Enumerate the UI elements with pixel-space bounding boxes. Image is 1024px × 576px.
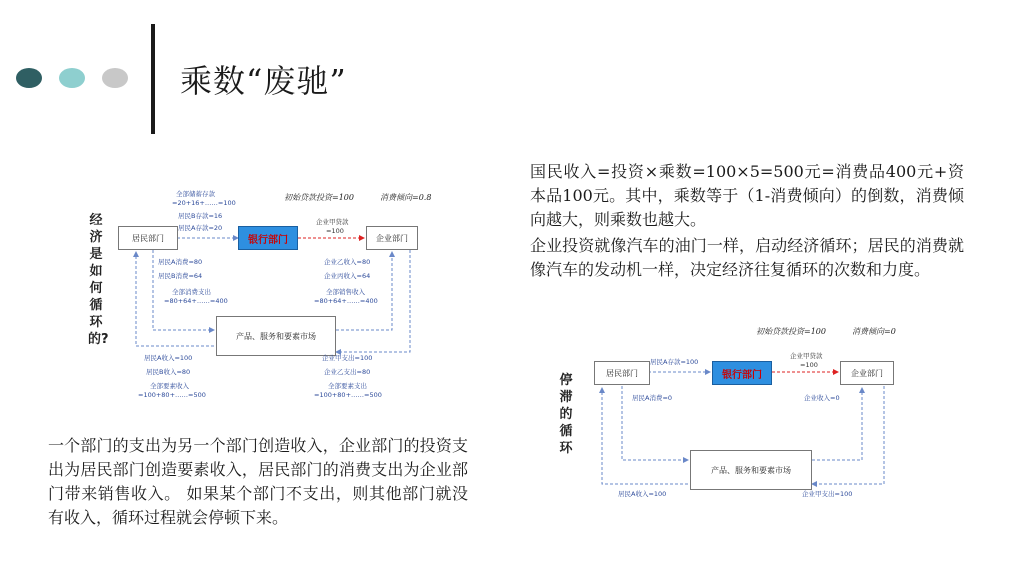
diagram1-side-label: 经济是如何循环的? xyxy=(88,213,109,347)
d1-node-market: 产品、服务和要素市场 xyxy=(216,316,336,356)
slide-title: 乘数“废驰” xyxy=(180,62,347,100)
d1-exp-b: 企业乙支出=80 xyxy=(324,368,371,376)
d2-income-a: 企业收入=0 xyxy=(804,394,840,402)
d2-loan-label: 企业甲贷款 xyxy=(790,352,823,360)
d2-node-market: 产品、服务和要素市场 xyxy=(690,450,812,490)
d1-header-propensity: 消费倾向=0.8 xyxy=(380,193,432,202)
d1-deposit-a: 居民A存款=20 xyxy=(178,224,223,232)
d1-node-bank: 银行部门 xyxy=(238,226,298,250)
d2-consume-a: 居民A消费=0 xyxy=(632,394,673,402)
diagram2-side-label: 停滞的循环 xyxy=(559,373,573,456)
d1-header-invest: 初始贷款投资=100 xyxy=(284,193,354,202)
d1-deposit-b: 居民B存款=16 xyxy=(178,212,223,220)
d2-exp-a: 企业甲支出=100 xyxy=(802,490,853,498)
d1-consume-a: 居民A消费=80 xyxy=(158,258,203,266)
d1-factor-income: 全部要素收入 xyxy=(150,382,189,390)
d1-consume-sum: =80+64+……=400 xyxy=(164,297,228,305)
d1-node-household: 居民部门 xyxy=(118,226,178,250)
d1-deposit-total: 全部储蓄存款 xyxy=(176,190,215,198)
d1-loan-label: 企业甲贷款 xyxy=(316,218,349,226)
d1-income-b: 企业乙收入=80 xyxy=(324,258,371,266)
right-paragraph-2: 企业投资就像汽车的油门一样，启动经济循环；居民的消费就像汽车的发动机一样，决定经济往复循环的次数和力度。 xyxy=(530,236,964,279)
d1-sales-total: 全部销售收入 xyxy=(326,288,365,296)
d2-header-propensity: 消费倾向=0 xyxy=(852,327,896,336)
left-paragraph: 一个部门的支出为另一个部门创造收入，企业部门的投资支出为居民部门创造要素收入，居民部门的消费支出为企业部门带来销售收入。 如果某个部门不支出，则其他部门就没有收入，循环过程就会停顿下来。 xyxy=(48,436,468,527)
d1-factor-income-sum: =100+80+……=500 xyxy=(138,391,206,399)
d2-node-enterprise: 企业部门 xyxy=(840,361,894,385)
d2-loan-value: =100 xyxy=(800,361,818,369)
d1-income-c: 企业丙收入=64 xyxy=(324,272,371,280)
d2-node-bank: 银行部门 xyxy=(712,361,772,385)
d1-hh-income-b: 居民B收入=80 xyxy=(146,368,191,376)
d1-factor-exp-sum: =100+80+……=500 xyxy=(314,391,382,399)
d2-deposit-a: 居民A存款=100 xyxy=(650,358,699,366)
d1-hh-income-a: 居民A收入=100 xyxy=(144,354,193,362)
d2-hh-income-a: 居民A收入=100 xyxy=(618,490,667,498)
d1-loan-value: =100 xyxy=(326,227,344,235)
d1-sales-sum: =80+64+……=400 xyxy=(314,297,378,305)
d1-factor-exp: 全部要素支出 xyxy=(328,382,367,390)
d1-exp-a: 企业甲支出=100 xyxy=(322,354,373,362)
d1-deposit-sum: =20+16+……=100 xyxy=(172,199,236,207)
d1-consume-b: 居民B消费=64 xyxy=(158,272,203,280)
d1-consume-total: 全部消费支出 xyxy=(172,288,211,296)
d2-node-household: 居民部门 xyxy=(594,361,650,385)
d2-header-invest: 初始贷款投资=100 xyxy=(756,327,826,336)
d1-node-enterprise: 企业部门 xyxy=(366,226,418,250)
right-paragraph-1: 国民收入=投资×乘数=100×5=500元=消费品400元+资本品100元。其中，乘数等于（1-消费倾向）的倒数，消费倾向越大，则乘数也越大。 xyxy=(530,162,964,229)
